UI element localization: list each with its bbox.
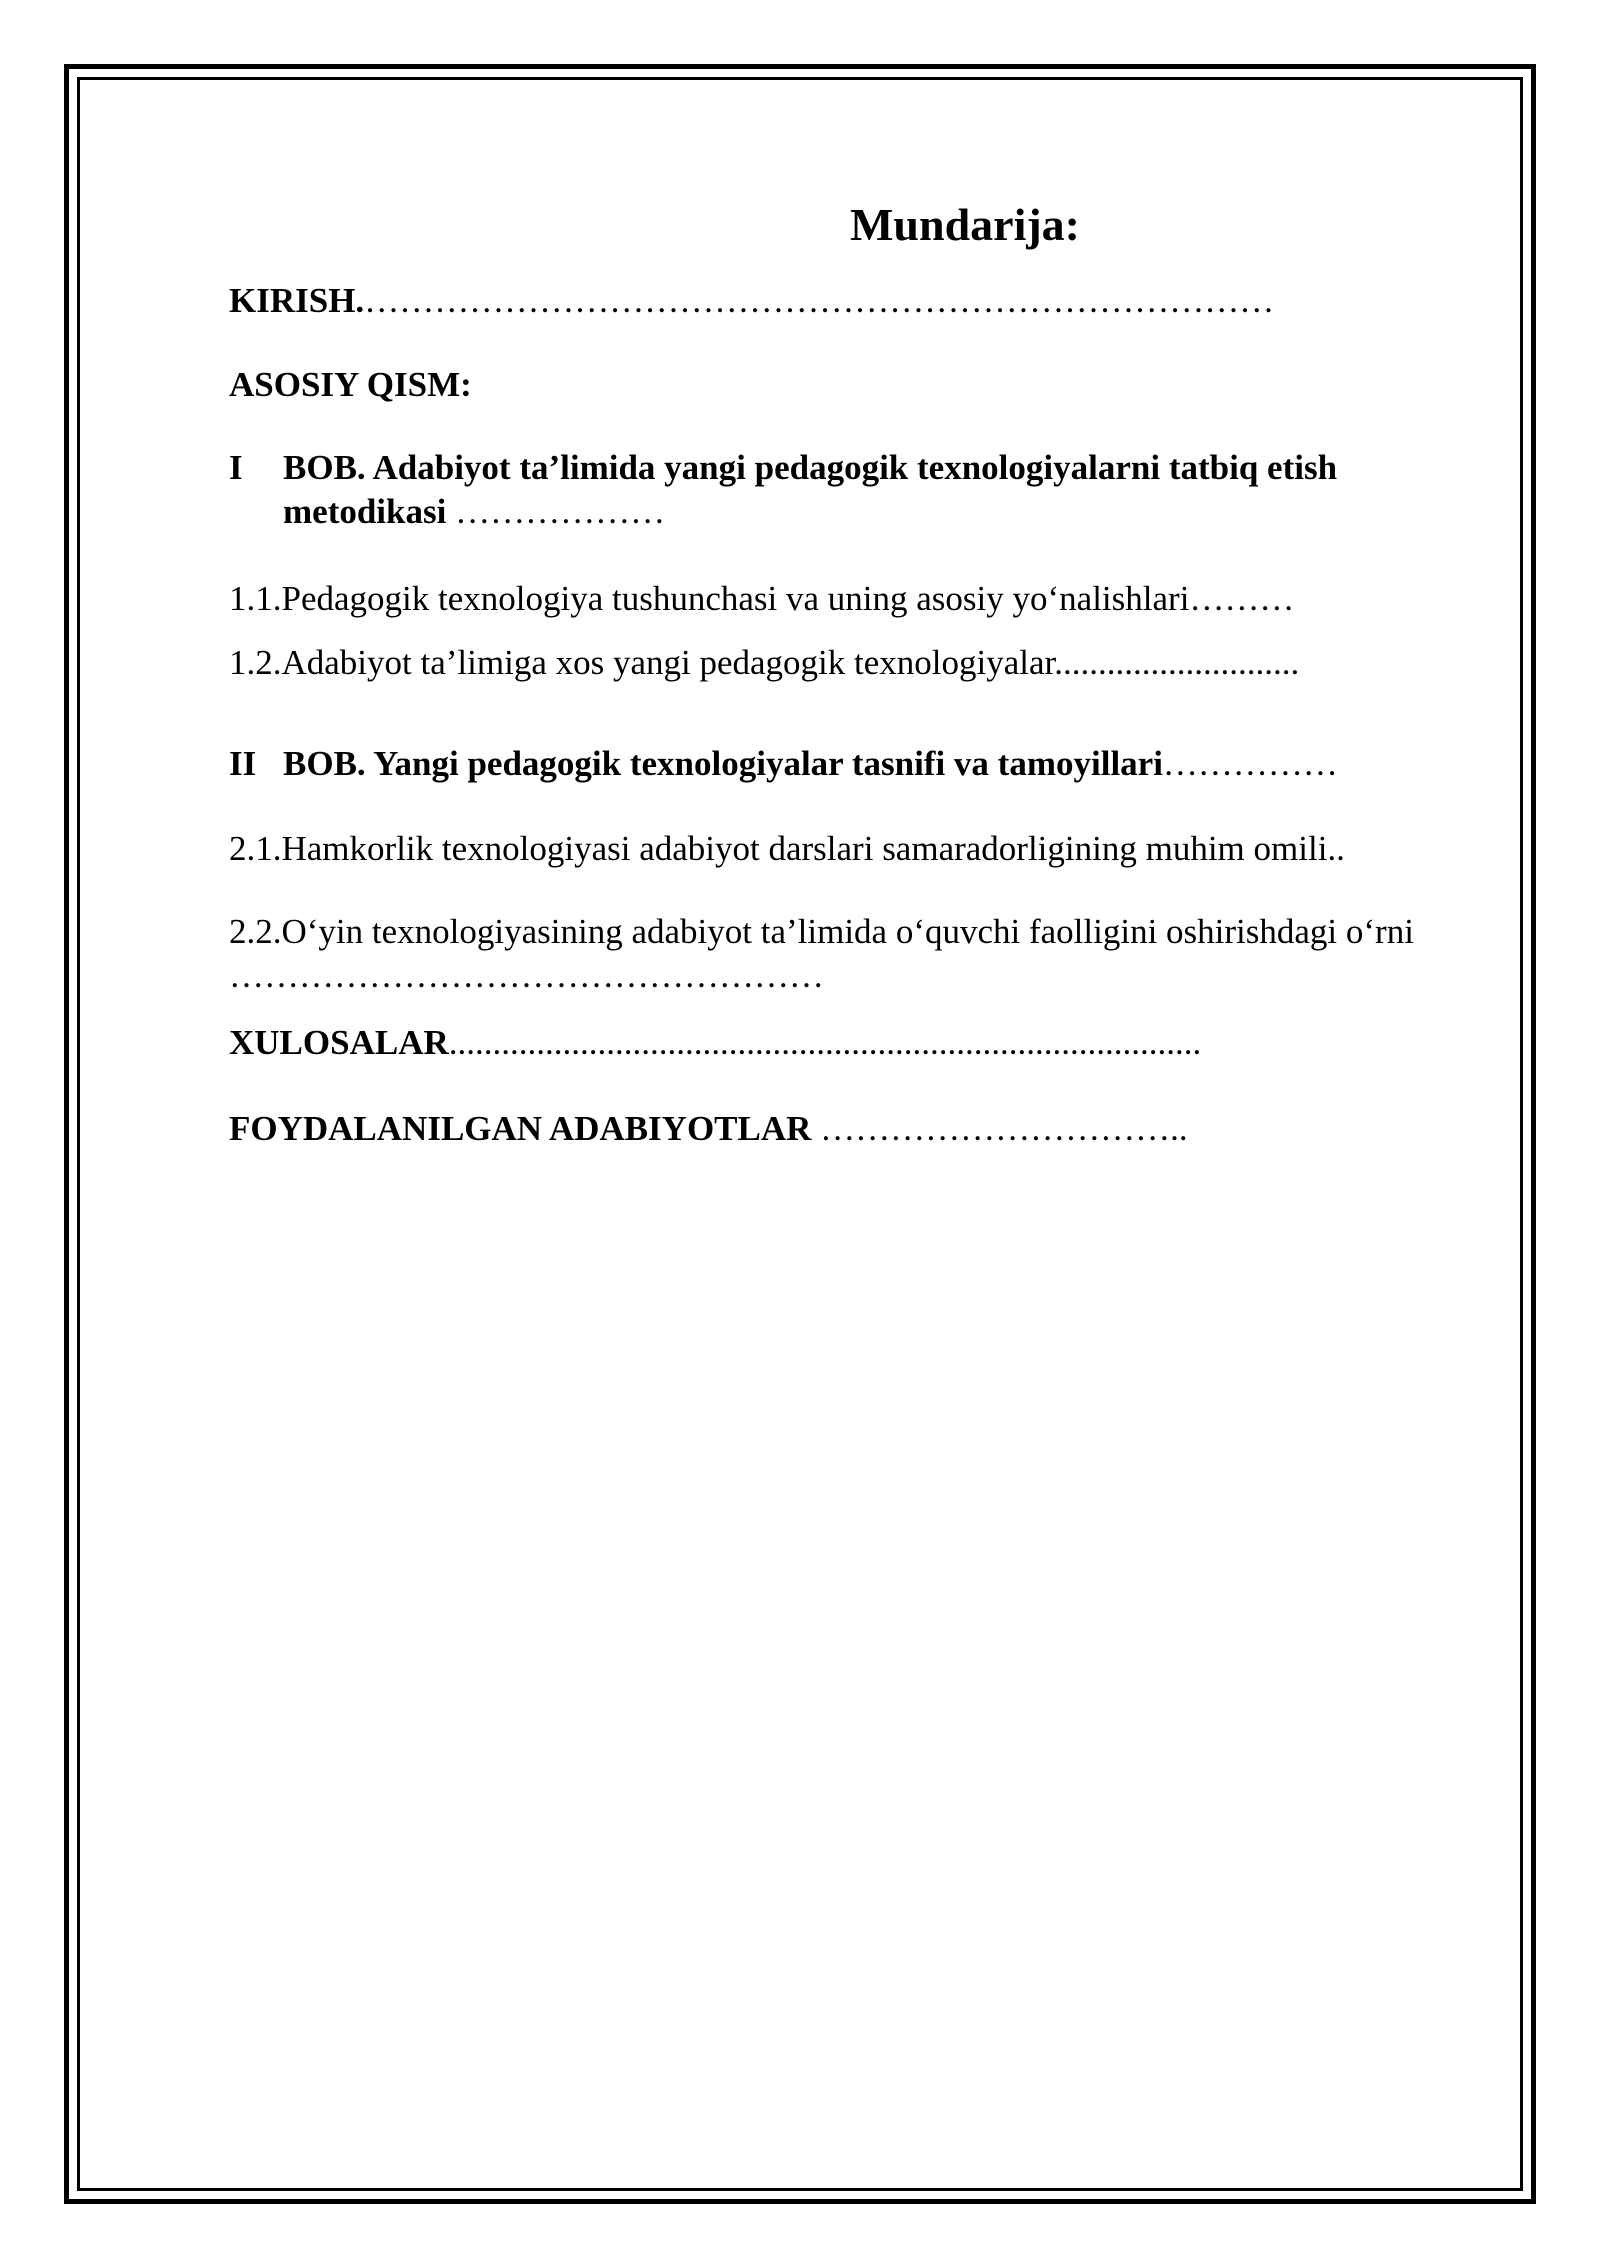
toc-item-1-2: 1.2.Adabiyot ta’limiga xos yangi pedagogik texnologiyalar............................ <box>229 643 1300 682</box>
toc-item-2-2: 2.2.O‘yin texnologiyasining adabiyot ta’limida o‘quvchi faolligini oshirishdagi o‘rni …………………………………………… <box>229 912 1414 995</box>
toc-item-kirish <box>229 278 1439 324</box>
chapter-2-entry <box>283 742 1439 786</box>
toc-chapter-2 <box>229 742 1439 786</box>
toc-item-foydalanilgan-adabiyotlar <box>229 1106 1439 1152</box>
foydalanilgan-dots: ………………………….. <box>811 1109 1188 1148</box>
chapter-2-title: BOB. Yangi pedagogik texnologiyalar tasnifi va tamoyillari <box>283 744 1163 783</box>
chapter-1-title: BOB. Adabiyot ta’limida yangi pedagogik texnologiyalarni tatbiq etish metodikasi <box>283 448 1338 531</box>
chapter-2-dots: …………… <box>1162 744 1338 783</box>
page-title: Mundarija: <box>850 199 1080 250</box>
foydalanilgan-label: FOYDALANILGAN ADABIYOTLAR <box>229 1109 812 1148</box>
toc-item-1-1: 1.1.Pedagogik texnologiya tushunchasi va uning asosiy yo‘nalishlari……… <box>229 579 1295 618</box>
chapter-1-dots: ……………… <box>446 492 666 531</box>
chapter-1-entry <box>283 446 1439 534</box>
xulosalar-label: XULOSALAR <box>229 1023 449 1062</box>
table-of-contents <box>229 190 1439 1152</box>
kirish-dots: …………………………………………………………………… <box>364 281 1275 320</box>
chapter-1-number: I <box>229 448 243 487</box>
kirish-label: KIRISH. <box>229 281 365 320</box>
toc-item-2-1: 2.1.Hamkorlik texnologiyasi adabiyot darslari samaradorligining muhim omili.. <box>229 829 1345 868</box>
toc-item-xulosalar <box>229 1020 1439 1066</box>
chapter-2-number: II <box>229 744 257 783</box>
toc-item-asosiy-qism: ASOSIY QISM: <box>229 365 472 404</box>
toc-chapter-1 <box>229 446 1439 534</box>
xulosalar-dots: ...................................................................................... <box>448 1023 1202 1062</box>
